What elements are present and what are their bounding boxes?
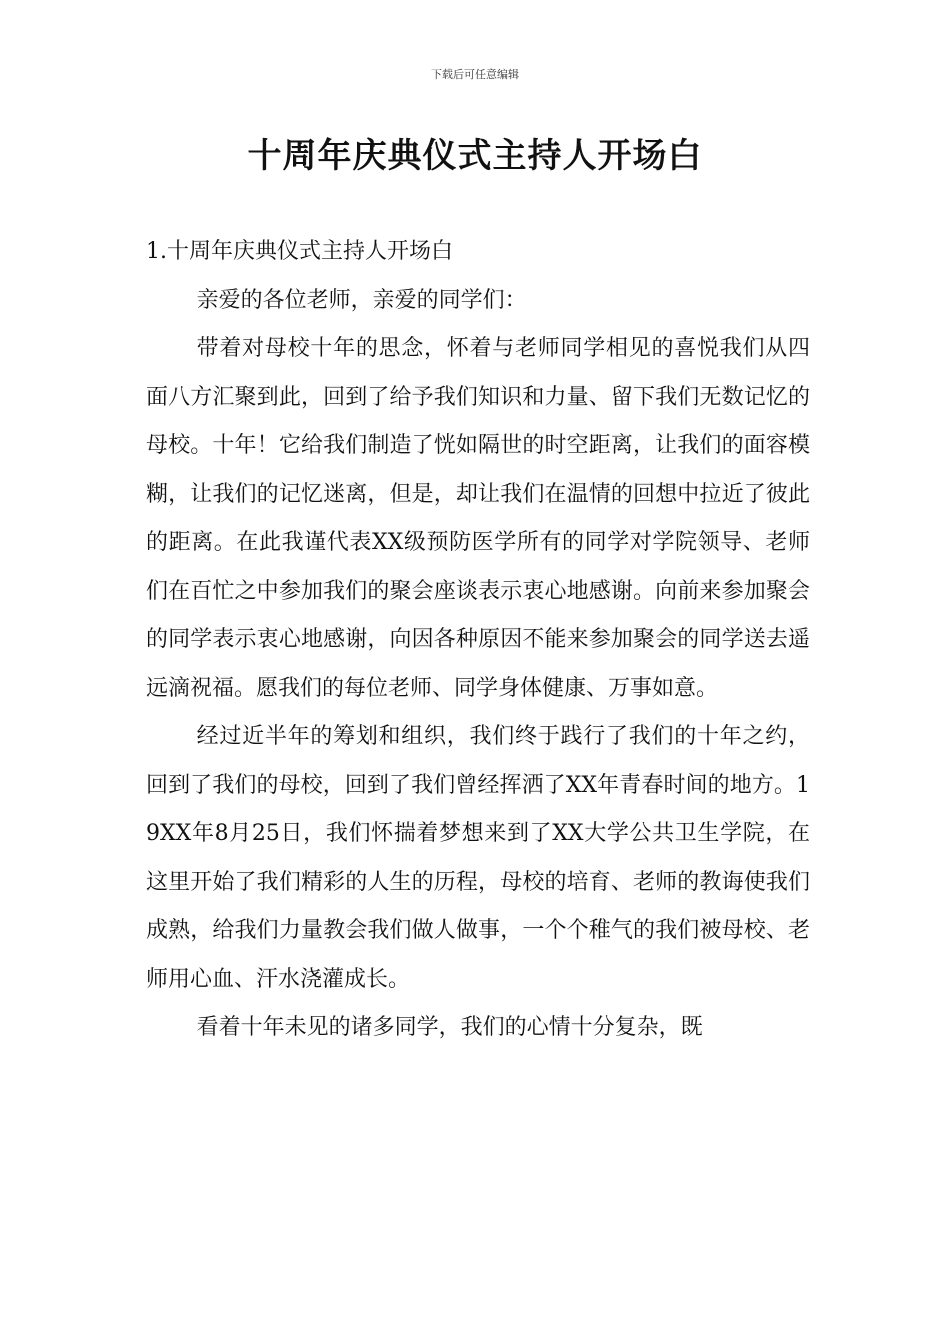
document-body [146, 228, 810, 1053]
header-note: 下载后可任意编辑 [431, 68, 519, 81]
paragraph-3: 看着十年未见的诸多同学，我们的心情十分复杂，既 [196, 1015, 703, 1040]
document-title: 十周年庆典仪式主持人开场白 [247, 136, 703, 176]
section-heading: 1.十周年庆典仪式主持人开场白 [146, 239, 453, 264]
paragraph-greeting: 亲爱的各位老师，亲爱的同学们： [196, 287, 527, 313]
paragraph-2: 经过近半年的筹划和组织，我们终于践行了我们的十年之约，回到了我们的母校，回到了我们曾经挥洒了XX年青春时间的地方。19XX年8月25日，我们怀揣着梦想来到了XX大学公共卫生学院，在这里开始了我们精彩的人生的历程，母校的培育、老师的教诲使我们成熟，给我们力量教会我们做人做事，一个个稚气的我们被母校、老师用心血、汗水浇灌成长。 [146, 724, 810, 992]
paragraph-1: 带着对母校十年的思念，怀着与老师同学相见的喜悦我们从四面八方汇聚到此，回到了给予我们知识和力量、留下我们无数记忆的母校。十年！它给我们制造了恍如隔世的时空距离，让我们的面容模糊，让我们的记忆迷离，但是，却让我们在温情的回想中拉近了彼此的距离。在此我谨代表XX级预防医学所有的同学对学院领导、老师们在百忙之中参加我们的聚会座谈表示衷心地感谢。向前来参加聚会的同学表示衷心地感谢，向因各种原因不能来参加聚会的同学送去遥远滴祝福。愿我们的每位老师、同学身体健康、万事如意。 [146, 336, 810, 701]
